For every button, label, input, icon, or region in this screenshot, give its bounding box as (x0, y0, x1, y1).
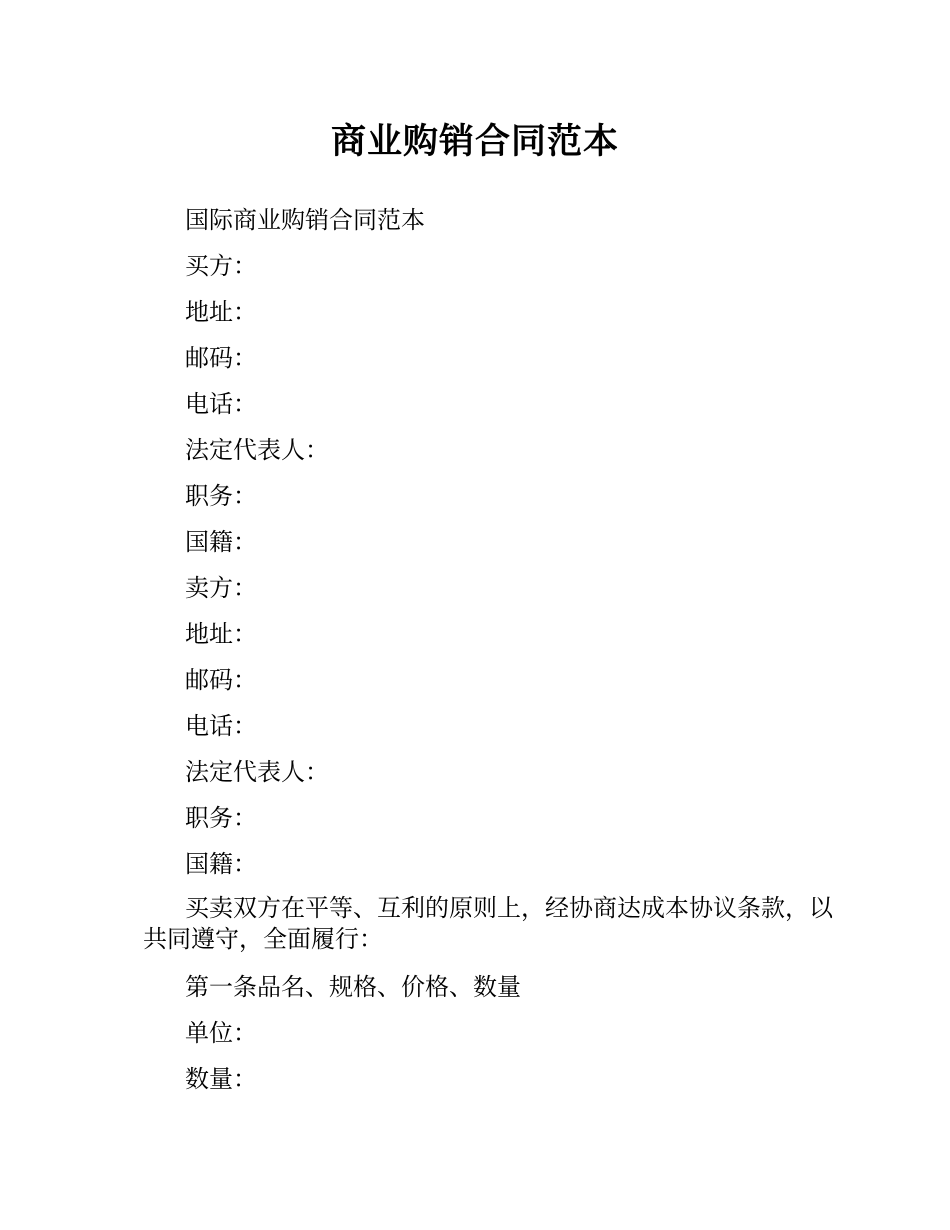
paragraph-seller-legal-rep: 法定代表人： (185, 758, 329, 786)
paragraph-buyer-phone: 电话： (185, 390, 257, 418)
paragraph-buyer-postcode: 邮码： (185, 344, 257, 372)
paragraph-article-one: 第一条品名、规格、价格、数量 (185, 973, 521, 1001)
paragraph-buyer: 买方： (185, 252, 257, 280)
document-body (143, 203, 833, 1108)
paragraph-subtitle: 国际商业购销合同范本 (185, 206, 425, 234)
paragraph-unit: 单位： (185, 1019, 257, 1047)
document-title: 商业购销合同范本 (330, 122, 619, 162)
paragraph-seller-postcode: 邮码： (185, 666, 257, 694)
paragraph-buyer-address: 地址： (185, 298, 257, 326)
paragraph-seller-address: 地址： (185, 620, 257, 648)
paragraph-quantity: 数量： (185, 1065, 257, 1093)
paragraph-buyer-position: 职务： (185, 482, 257, 510)
paragraph-seller-nationality: 国籍： (185, 850, 257, 878)
paragraph-seller: 卖方： (185, 574, 257, 602)
paragraph-buyer-legal-rep: 法定代表人： (185, 436, 329, 464)
paragraph-seller-phone: 电话： (185, 712, 257, 740)
paragraph-buyer-nationality: 国籍： (185, 528, 257, 556)
paragraph-seller-position: 职务： (185, 804, 257, 832)
paragraph-agreement-intro: 买卖双方在平等、互利的原则上，经协商达成本协议条款，以共同遵守，全面履行： (143, 894, 833, 953)
